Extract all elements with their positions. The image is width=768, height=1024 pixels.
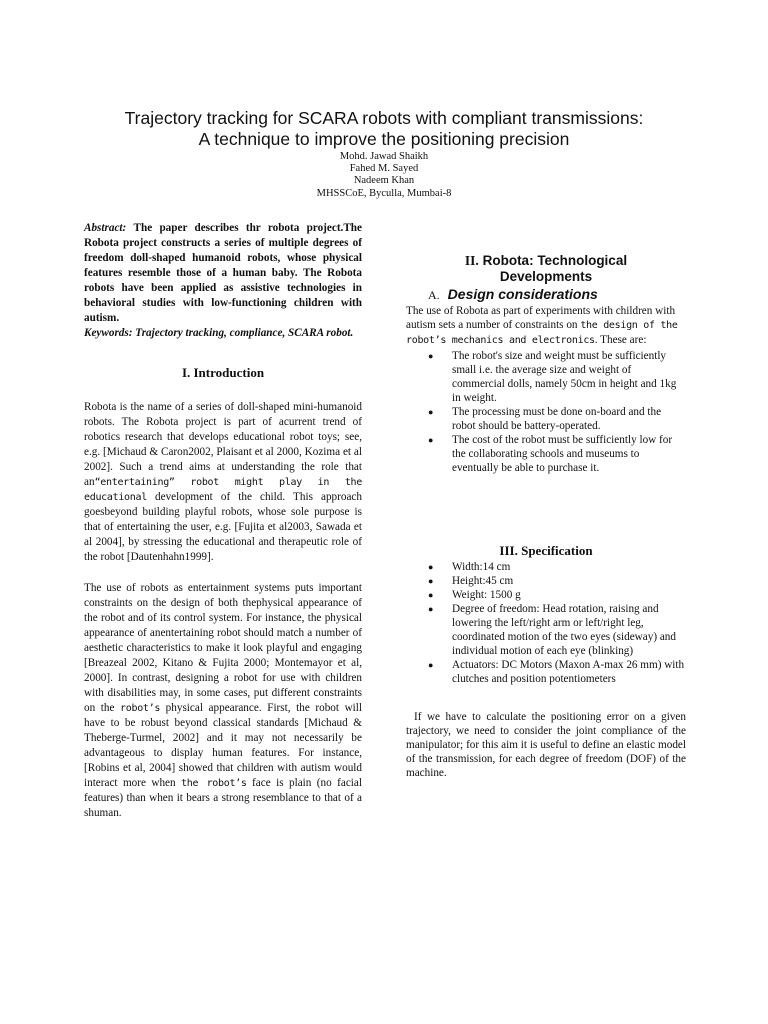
section-2-title-line-1: Robota: Technological [482, 253, 628, 268]
design-intro-mono: the design of the robot’s mechanics and electronics [406, 320, 678, 346]
list-item-text: Weight: 1500 g [452, 589, 521, 601]
bullet-icon: ● [428, 351, 434, 361]
bullet-icon: ● [428, 660, 434, 670]
bullet-icon: ● [428, 407, 434, 417]
section-2-title-line-2: Developments [499, 269, 593, 284]
intro-p2-mono-2: the robot’s [181, 778, 247, 789]
author-name: Nadeem Khan [353, 175, 415, 187]
section-heading-robota [406, 253, 686, 285]
list-item [406, 433, 686, 475]
intro-p2-mono-1: robot’s [120, 703, 161, 714]
subsection-design-considerations [428, 287, 686, 302]
intro-p2-text-c: face is plain (no facial features) than when it bears a strong resemblance to that of a shuman. [84, 777, 362, 819]
intro-p2-text-a: The use of robots as entertainment systems puts important constraints on the design of both thephysical appearance of the robot and of its control system. For instance, the physical appearance of anentertaining robot should match a number of aesthetic characteristics to make it look playful and engaging [Breazeal 2002, Kitano & Fujita 2000; Montemayor et al, 2000]. In contrast, designing a robot for use with children with disabilities may, in some cases, put different constraints on the [84, 582, 362, 714]
list-item-text: Height:45 cm [452, 575, 514, 587]
specification-list [406, 560, 686, 686]
intro-p1-text-a: Robota is the name of a series of doll-shaped mini-humanoid robots. The Robota project is part of acurrent trend of robotics research that develops educational robot toys; see, e.g. [Michaud & Caron2002, Plaisant et al 2000, Kozima et al 2002]. Such a trend aims at understanding the role that an [84, 401, 362, 488]
left-column [84, 221, 362, 821]
keywords: Keywords: Trajectory tracking, compliance, SCARA robot. [84, 327, 354, 339]
author-block [234, 151, 534, 200]
list-item [406, 574, 686, 588]
intro-p2-text-b: physical appearance. First, the robot will have to be robust beyond classical standards [Michaud & Theberge-Turmel, 2002] and it may not necessarily be advantageous to display human features. For instance, [Robins et al, 2004] showed that children with autism would interact more when [84, 702, 362, 789]
bullet-icon: ● [428, 590, 434, 600]
list-item-text: Degree of freedom: Head rotation, raising and lowering the left/right arm or left/right leg, coordinated motion of the two eyes (sideway) and individual motion of each eye (blinking) [452, 603, 676, 657]
title-line-2: A technique to improve the positioning precision [198, 129, 570, 149]
list-item-text: The robot's size and weight must be sufficiently small i.e. the average size and weight of commercial dolls, namely 50cm in height and 1kg in weight. [452, 350, 677, 404]
intro-p1-text-b: development of the child. This approach goesbeyond building playful robots, whose sole purpose is that of entertaining the user, e.g. [Fujita et al2003, Sawada et al 2004], by stressing the educational and therapeutic role of the robot [Dautenhahn1999]. [84, 491, 362, 563]
right-column-section-3 [406, 544, 686, 780]
list-item [406, 349, 686, 405]
list-item-text: Actuators: DC Motors (Maxon A-max 26 mm) with clutches and position potentiometers [452, 659, 685, 685]
list-item-text: The processing must be done on-board and the robot should be battery-operated. [452, 406, 662, 432]
abstract-label: Abstract: [84, 222, 127, 234]
design-constraints-list [406, 349, 686, 475]
intro-paragraph-2 [84, 581, 362, 821]
list-item [406, 560, 686, 574]
bullet-icon: ● [428, 435, 434, 445]
list-item-text: Width:14 cm [452, 561, 511, 573]
section-2-number: II. [464, 253, 479, 268]
list-item [406, 658, 686, 686]
section-heading-specification: III. Specification [499, 543, 593, 558]
design-intro-text-b: . These are: [594, 334, 647, 346]
list-item-text: The cost of the robot must be sufficiently low for the collaborating schools and museums to eventually be able to purchase it. [452, 434, 673, 474]
list-item [406, 602, 686, 658]
intro-paragraph-1 [84, 400, 362, 565]
bullet-icon: ● [428, 562, 434, 572]
title-line-1: Trajectory tracking for SCARA robots with compliant transmissions: [124, 108, 644, 128]
design-intro [406, 304, 686, 348]
bullet-icon: ● [428, 604, 434, 614]
specification-closing-paragraph: If we have to calculate the positioning error on a given trajectory, we need to consider the joint compliance of the manipulator; for this aim it is useful to define an elastic model of the transmission, for each degree of freedom (DOF) of the machine. [406, 711, 686, 779]
abstract-text: The paper describes thr robota project.The Robota project constructs a series of multiple degrees of freedom doll-shaped humanoid robots, whose physical features resemble those of a human baby. The Robota robots have been applied as assistive technologies in behavioral studies with low-functioning children with autism. [84, 222, 362, 324]
right-column-section-2 [406, 253, 686, 475]
author-affiliation: MHSSCoE, Byculla, Mumbai-8 [316, 187, 452, 199]
paper-title [40, 108, 728, 150]
author-name: Fahed M. Sayed [349, 163, 419, 175]
design-intro-text-a: The use of Robota as part of experiments with children with autism sets a number of constraints on [406, 305, 676, 331]
author-name: Mohd. Jawad Shaikh [339, 151, 429, 162]
section-heading-introduction: I. Introduction [181, 365, 265, 380]
bullet-icon: ● [428, 576, 434, 586]
list-item [406, 588, 686, 602]
subsection-letter: A. [428, 288, 440, 302]
abstract [84, 221, 362, 326]
intro-p1-mono: “entertaining” robot might play in the educational [84, 477, 362, 503]
subsection-title: Design considerations [447, 286, 598, 302]
list-item [406, 405, 686, 433]
